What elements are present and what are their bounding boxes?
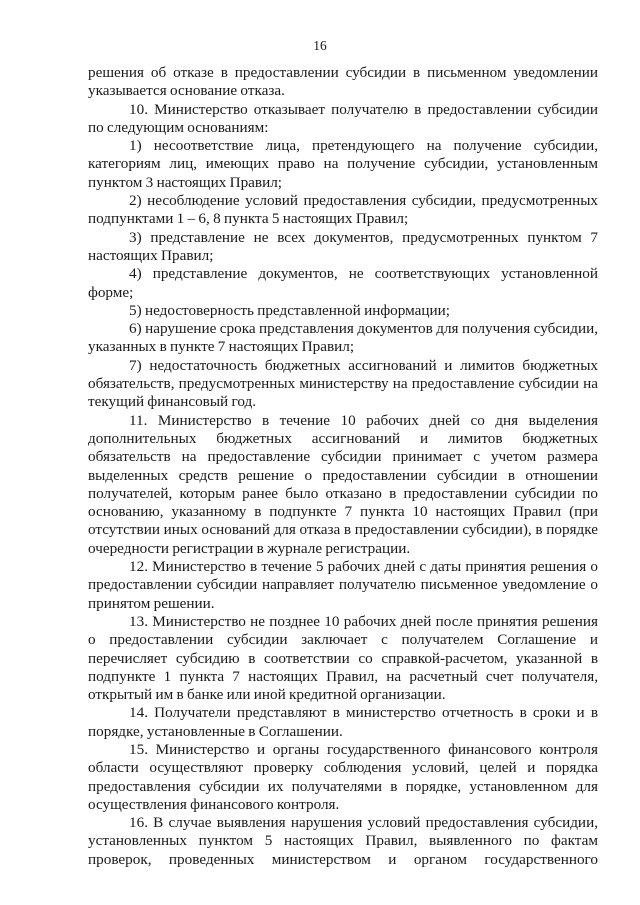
paragraph-10-item-1: 1) несоответствие лица, претендующего на получение субсидии, категориям лиц, имеющих право на получение субсидии, установленным пунктом 3 настоящих Правил;: [88, 137, 598, 191]
paragraph-16: 16. В случае выявления нарушения условий предоставления субсидии, установленных пунктом 5 настоящих Правил, выявленного по фактам проверок, проведенных министерством и органом государственного: [88, 814, 598, 868]
paragraph-10-item-6: 6) нарушение срока представления документов для получения субсидии, указанных в пункте 7 настоящих Правил;: [88, 320, 598, 356]
page-number: 16: [313, 38, 327, 53]
paragraph-14: 14. Получатели представляют в министерство отчетность в сроки и в порядке, установленные в Соглашении.: [88, 704, 598, 740]
paragraph-continuation: решения об отказе в предоставлении субсидии в письменном уведомлении указывается основание отказа.: [88, 64, 598, 100]
paragraph-10-item-7: 7) недостаточность бюджетных ассигнований и лимитов бюджетных обязательств, предусмотренных министерству на предоставление субсидии на текущий финансовый год.: [88, 356, 598, 411]
paragraph-10-item-3: 3) представление не всех документов, предусмотренных пунктом 7 настоящих Правил;: [88, 228, 598, 264]
paragraph-15: 15. Министерство и органы государственного финансового контроля области осуществляют проверку соблюдения условий, целей и порядка предоставления субсидии их получателями в порядке, установленном для осуществления финансового контроля.: [88, 740, 598, 813]
paragraph-12: 12. Министерство в течение 5 рабочих дней с даты принятия решения о предоставлении субсидии направляет получателю письменное уведомление о принятом решении.: [88, 558, 598, 612]
paragraph-11: 11. Министерство в течение 10 рабочих дней со дня выделения дополнительных бюджетных ассигнований и лимитов бюджетных обязательств на предоставление субсидии принимает с учетом размера выделенных средств решение о предоставлении субсидии в отношении получателей, которым ранее было отказано в предоставлении субсидии по основанию, указанному в подпункте 7 пункта 10 настоящих Правил (при отсутствии иных оснований для отказа в предоставлении субсидии), в порядке очередности регистрации в журнале регистрации.: [88, 411, 598, 557]
paragraph-10-item-5: 5) недостоверность представленной информации;: [129, 301, 450, 319]
paragraph-10-item-2: 2) несоблюдение условий предоставления субсидии, предусмотренных подпунктами 1 – 6, 8 пункта 5 настоящих Правил;: [88, 192, 598, 228]
document-body: [88, 64, 598, 869]
paragraph-10: 10. Министерство отказывает получателю в предоставлении субсидии по следующим основаниям:: [88, 100, 598, 136]
paragraph-10-item-4: 4) представление документов, не соответствующих установленной форме;: [88, 265, 598, 301]
paragraph-13: 13. Министерство не позднее 10 рабочих дней после принятия решения о предоставлении субсидии заключает с получателем Соглашение и перечисляет субсидию в соответствии со справкой-расчетом, указанной в подпункте 1 пункта 7 настоящих Правил, на расчетный счет получателя, открытый им в банке или иной кредитной организации.: [88, 612, 598, 704]
